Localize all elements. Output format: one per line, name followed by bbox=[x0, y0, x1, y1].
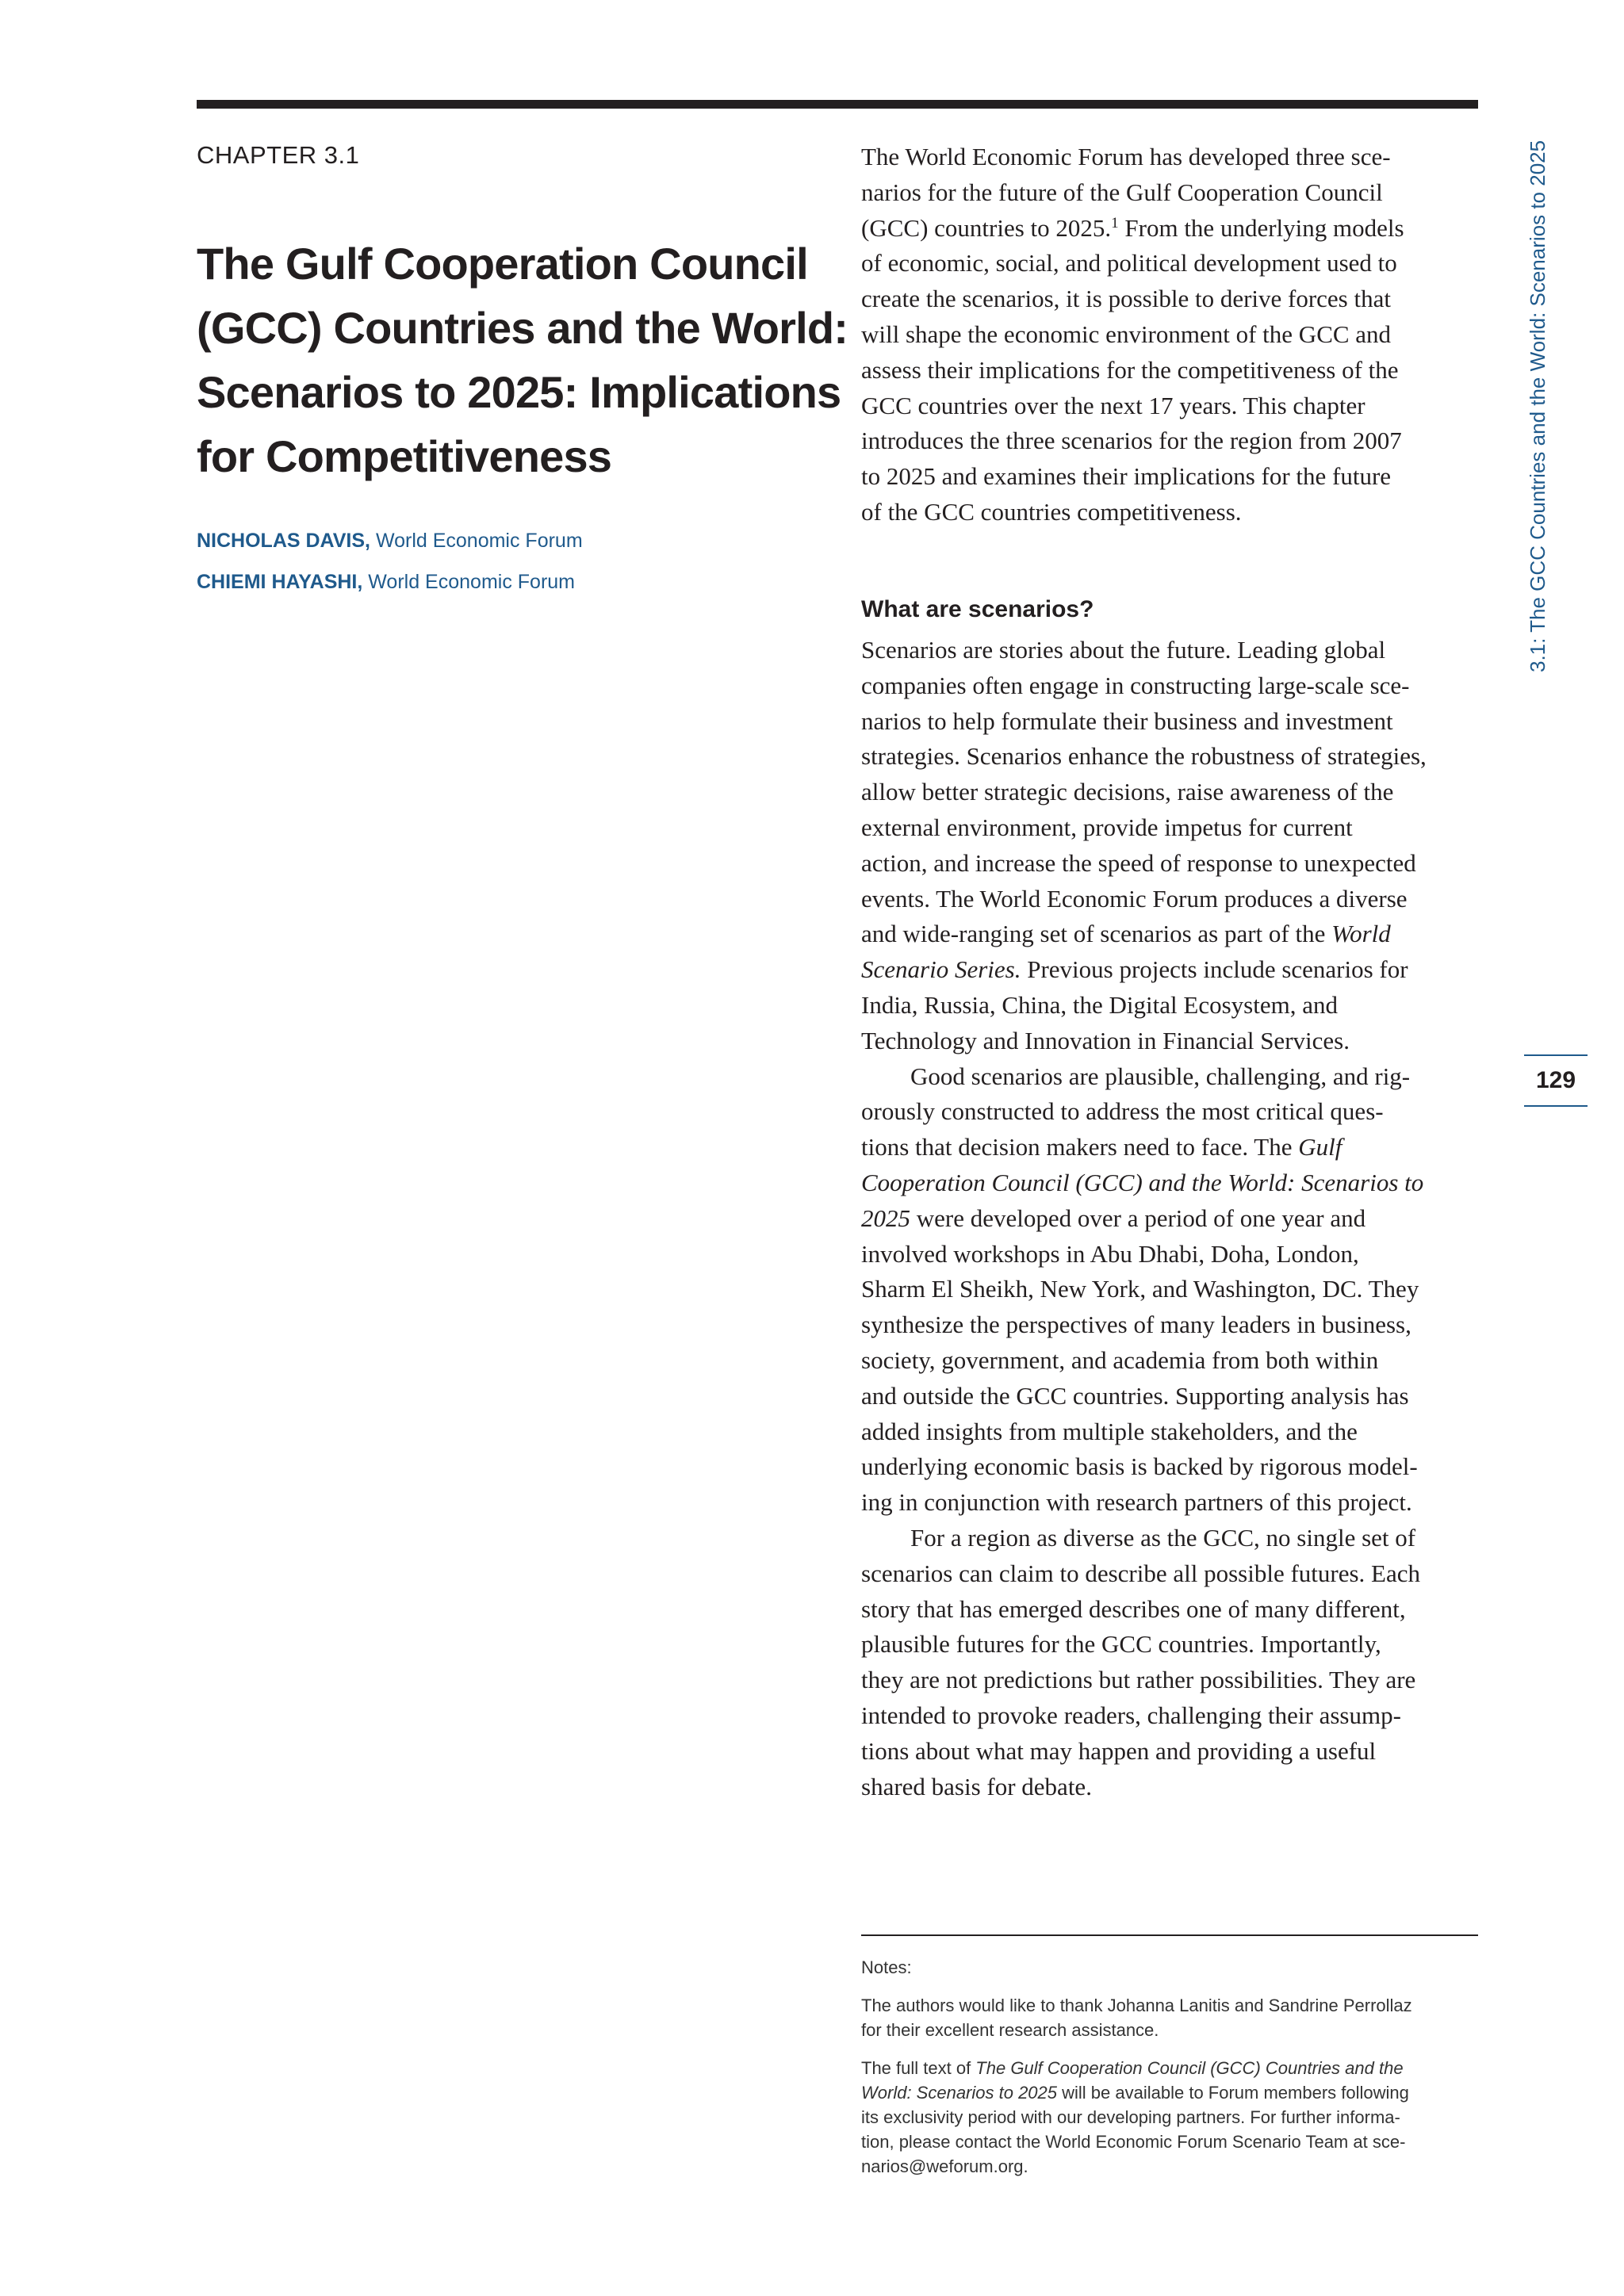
text-line: external environment, provide impetus for current bbox=[861, 813, 1353, 841]
text-line: create the scenarios, it is possible to derive forces that bbox=[861, 285, 1391, 313]
text-line bbox=[861, 211, 1480, 247]
text-line: narios@weforum.org. bbox=[861, 2156, 1028, 2176]
section-heading: What are scenarios? bbox=[861, 596, 1094, 622]
text-line: allow better strategic decisions, raise awareness of the bbox=[861, 778, 1394, 806]
page-number: 129 bbox=[1535, 1067, 1576, 1093]
text-span: The full text of bbox=[861, 2058, 976, 2078]
text-line: events. The World Economic Forum produces a diverse bbox=[861, 884, 1408, 913]
text-line: Scenarios are stories about the future. Leading global bbox=[861, 636, 1386, 664]
author-entry bbox=[197, 520, 831, 561]
text-line: added insights from multiple stakeholders, and the bbox=[861, 1417, 1358, 1445]
italic-title: Cooperation Council (GCC) and the World: Scenarios to bbox=[861, 1168, 1424, 1196]
text-line bbox=[861, 1201, 1427, 1237]
notes-title: Notes: bbox=[861, 1957, 912, 1977]
text-line: intended to provoke readers, challenging their assump- bbox=[861, 1701, 1401, 1729]
text-line: ing in conjunction with research partners of this project. bbox=[861, 1488, 1412, 1517]
text-line: The World Economic Forum has developed three sce- bbox=[861, 143, 1391, 170]
text-line: tions about what may happen and providing a useful bbox=[861, 1736, 1377, 1765]
text-line: action, and increase the speed of response to unexpected bbox=[861, 848, 1416, 877]
page-number-rule-bottom bbox=[1524, 1105, 1588, 1107]
italic-title: World: Scenarios to 2025 bbox=[861, 2083, 1058, 2103]
italic-title: Scenario Series. bbox=[861, 955, 1021, 984]
text-line: underlying economic basis is backed by rigorous model- bbox=[861, 1452, 1418, 1481]
text-line: introduces the three scenarios for the region from 2007 bbox=[861, 427, 1402, 455]
text-line: Good scenarios are plausible, challenging, and rig- bbox=[910, 1062, 1411, 1090]
text-line: for their excellent research assistance. bbox=[861, 2020, 1159, 2040]
body-column bbox=[861, 140, 1480, 1800]
text-line bbox=[861, 2056, 1488, 2080]
chapter-label: CHAPTER 3.1 bbox=[197, 141, 360, 169]
italic-title: The Gulf Cooperation Council (GCC) Countries and the bbox=[975, 2058, 1404, 2078]
note bbox=[861, 1993, 1488, 2042]
author-list bbox=[197, 520, 831, 603]
author-name: CHIEMI HAYASHI, bbox=[197, 571, 363, 593]
text-line: For a region as diverse as the GCC, no single set of bbox=[910, 1523, 1416, 1552]
text-span: tions that decision makers need to face. The bbox=[861, 1133, 1299, 1161]
text-line: will shape the economic environment of the GCC and bbox=[861, 320, 1392, 348]
scenarios-section bbox=[861, 633, 1427, 1804]
author-affiliation: World Economic Forum bbox=[362, 571, 575, 593]
text-span: will be available to Forum members following bbox=[1057, 2083, 1409, 2103]
text-line: and outside the GCC countries. Supporting analysis has bbox=[861, 1381, 1409, 1410]
text-line: orously constructed to address the most critical ques- bbox=[861, 1097, 1384, 1126]
title-line: The Gulf Cooperation Council bbox=[197, 239, 808, 289]
text-span: (GCC) countries to 2025. bbox=[861, 213, 1112, 242]
text-line bbox=[861, 1165, 1427, 1201]
text-line: of economic, social, and political development used to bbox=[861, 249, 1397, 277]
text-line: society, government, and academia from both within bbox=[861, 1345, 1379, 1374]
top-rule bbox=[197, 100, 1478, 109]
text-line: synthesize the perspectives of many leaders in business, bbox=[861, 1311, 1411, 1339]
text-line: story that has emerged describes one of many different, bbox=[861, 1594, 1406, 1623]
paragraph bbox=[861, 1059, 1427, 1521]
text-line: its exclusivity period with our developing partners. For further informa- bbox=[861, 2107, 1400, 2127]
italic-title: 2025 bbox=[861, 1203, 910, 1232]
text-line: tion, please contact the World Economic Forum Scenario Team at sce- bbox=[861, 2132, 1406, 2152]
title-line: for Competitiveness bbox=[197, 431, 612, 481]
text-line bbox=[861, 952, 1427, 988]
text-line: Technology and Innovation in Financial Services. bbox=[861, 1026, 1350, 1054]
text-line bbox=[861, 916, 1427, 952]
paragraph bbox=[861, 633, 1427, 1059]
text-line: they are not predictions but rather possibilities. They are bbox=[861, 1666, 1416, 1694]
running-head: 3.1: The GCC Countries and the World: Scenarios to 2025 bbox=[1526, 140, 1549, 672]
text-line: companies often engage in constructing large-scale sce- bbox=[861, 671, 1410, 699]
text-line bbox=[861, 1130, 1427, 1165]
chapter-title bbox=[197, 232, 848, 488]
text-line: India, Russia, China, the Digital Ecosystem, and bbox=[861, 990, 1338, 1019]
text-span: and wide-ranging set of scenarios as part of the bbox=[861, 920, 1332, 948]
footnote-marker: 1 bbox=[1111, 214, 1119, 232]
notes-section bbox=[861, 1955, 1488, 2192]
title-line: Scenarios to 2025: Implications bbox=[197, 367, 841, 417]
text-line: involved workshops in Abu Dhabi, Doha, London, bbox=[861, 1239, 1359, 1268]
text-line: narios for the future of the Gulf Cooperation Council bbox=[861, 178, 1383, 206]
page-number-rule-top bbox=[1524, 1054, 1588, 1056]
text-line: to 2025 and examines their implications for the future bbox=[861, 462, 1392, 491]
text-span: were developed over a period of one year and bbox=[910, 1203, 1366, 1232]
text-line: The authors would like to thank Johanna Lanitis and Sandrine Perrollaz bbox=[861, 1996, 1412, 2015]
text-line: assess their implications for the competitiveness of the bbox=[861, 355, 1399, 384]
notes-rule bbox=[861, 1934, 1478, 1936]
text-line: GCC countries over the next 17 years. This chapter bbox=[861, 391, 1365, 419]
author-affiliation: World Economic Forum bbox=[370, 530, 583, 552]
text-line: scenarios can claim to describe all possible futures. Each bbox=[861, 1559, 1420, 1587]
text-line: narios to help formulate their business and investment bbox=[861, 706, 1393, 735]
author-name: NICHOLAS DAVIS, bbox=[197, 530, 370, 552]
italic-title: World bbox=[1331, 920, 1391, 948]
author-entry bbox=[197, 561, 831, 603]
text-line: plausible futures for the GCC countries. Importantly, bbox=[861, 1630, 1381, 1659]
paragraph bbox=[861, 1521, 1427, 1804]
text-span: Previous projects include scenarios for bbox=[1021, 955, 1408, 984]
intro-paragraph bbox=[861, 140, 1480, 530]
text-line: strategies. Scenarios enhance the robustness of strategies, bbox=[861, 742, 1427, 771]
text-line bbox=[861, 2080, 1488, 2105]
italic-title: Gulf bbox=[1298, 1133, 1342, 1161]
note bbox=[861, 2056, 1488, 2179]
text-line: Sharm El Sheikh, New York, and Washington, DC. They bbox=[861, 1275, 1419, 1303]
text-line: shared basis for debate. bbox=[861, 1772, 1092, 1800]
text-span: From the underlying models bbox=[1118, 213, 1404, 242]
text-line: of the GCC countries competitiveness. bbox=[861, 497, 1242, 526]
chapter-header bbox=[197, 141, 848, 603]
title-line: (GCC) Countries and the World: bbox=[197, 303, 848, 353]
